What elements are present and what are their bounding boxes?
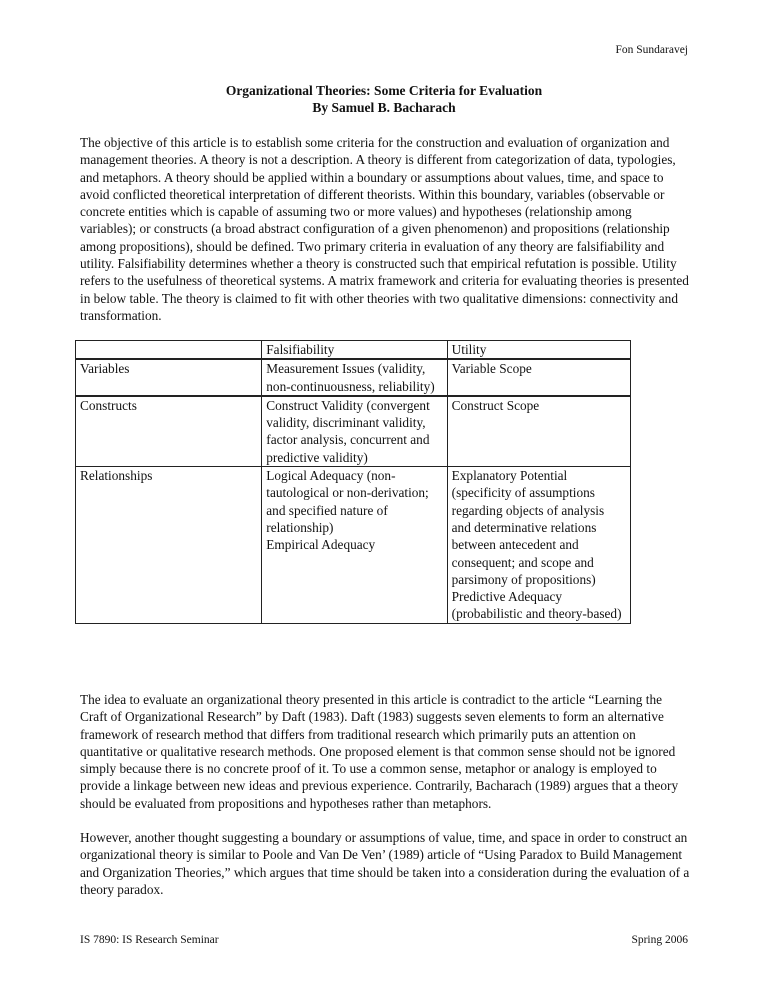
paragraph-intro: The objective of this article is to establish some criteria for the construction and evaluation of organization and management theories. A theory is not a description. A theory is different from categorization of data, typologies, and metaphors. A theory should be applied within a boundary or assumptions about values, time, and space to avoid conflicted theoretical interpretation of different theorists. Within this boundary, variables (observable or concrete entities which is capable of assuming two or more values) and hypotheses (relationship among variables); or constructs (a broad abstract configuration of a given phenomenon) and propositions (relationship among propositions), should be defined. Two primary criteria in evaluation of any theory are falsifiability and utility. Falsifiability determines whether a theory is constructed such that empirical refutation is possible. Utility refers to the usefulness of theoretical systems. A matrix framework and criteria for evaluating theories is presented in below table. The theory is claimed to fit with other theories with two qualitative dimensions: connectivity and transformation. xyxy=(80,135,689,323)
table-cell: Variable Scope xyxy=(447,359,630,396)
paragraph-conclusion: However, another thought suggesting a boundary or assumptions of value, time, and space in order to construct an organizational theory is similar to Poole and Van De Ven’ (1989) article of “Using Paradox to Build Management and Organization Theories,” which argues that time should be taken into a consideration during the evaluation of a theory paradox. xyxy=(80,830,690,897)
table-header-cell: Utility xyxy=(447,341,630,360)
table-cell: Construct Validity (convergent validity, discriminant validity, factor analysis, concurrent and predictive validity) xyxy=(262,396,447,467)
table-cell xyxy=(447,467,630,624)
paragraph-comparison: The idea to evaluate an organizational theory presented in this article is contradict to the article “Learning the Craft of Organizational Research” by Daft (1983). Daft (1983) suggests seven elements to form an alternative framework of research method that differs from traditional research which primarily puts an attention on quantitative or qualitative research methods. One proposed element is that common sense should not be ignored simply because there is no concrete proof of it. To use a common sense, metaphor or analogy is employed to provide a linkage between new ideas and previous experience. Contrarily, Bacharach (1989) argues that a theory should be evaluated from propositions and hypotheses rather than metaphors. xyxy=(80,692,679,811)
table-row xyxy=(76,467,631,624)
table-cell-text: Empirical Adequacy xyxy=(266,537,376,553)
footer-term: Spring 2006 xyxy=(631,934,688,946)
table-header-row xyxy=(76,341,631,360)
table-cell-text: Logical Adequacy (non-tautological or non-derivation; and specified nature of relationship) xyxy=(266,468,429,535)
footer-course: IS 7890: IS Research Seminar xyxy=(80,934,219,946)
table-cell: Constructs xyxy=(76,396,262,467)
table-header-cell: Falsifiability xyxy=(262,341,447,360)
table-cell: Construct Scope xyxy=(447,396,630,467)
table-row xyxy=(76,396,631,467)
table-cell: Relationships xyxy=(76,467,262,624)
table-cell: Measurement Issues (validity, non-continuousness, reliability) xyxy=(262,359,447,396)
document-title: Organizational Theories: Some Criteria for Evaluation xyxy=(225,83,543,98)
table-cell-text: Explanatory Potential (specificity of assumptions regarding objects of analysis and determinative relations between antecedent and consequent; and scope and parsimony of propositions) xyxy=(451,468,605,587)
table-cell: Variables xyxy=(76,359,262,396)
header-author: Fon Sundaravej xyxy=(615,44,688,56)
table-cell-text: Predictive Adequacy (probabilistic and theory-based) xyxy=(451,589,622,622)
table-row xyxy=(76,359,631,396)
evaluation-matrix-table xyxy=(75,340,631,624)
table-cell xyxy=(262,467,447,624)
table-header-cell xyxy=(76,341,262,360)
document-byline: By Samuel B. Bacharach xyxy=(312,100,456,115)
